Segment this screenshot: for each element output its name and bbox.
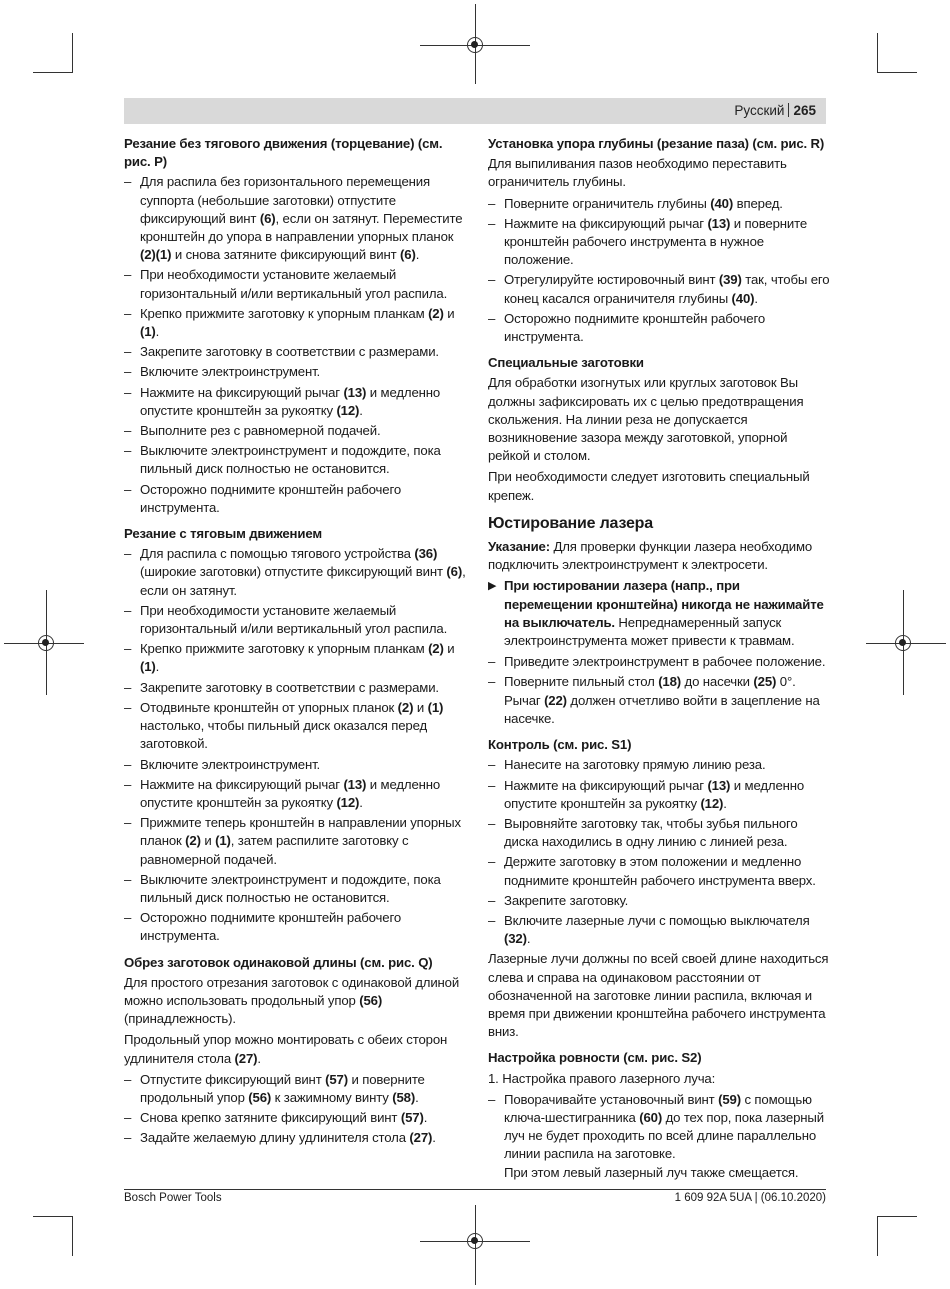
footer-brand: Bosch Power Tools: [124, 1192, 222, 1204]
left-column: [124, 135, 466, 1150]
warning-item: [488, 577, 830, 650]
list-item: – Отпустите фиксирующий винт (57) и поверните продольный упор (56) к зажимному винту (58).: [124, 1071, 466, 1107]
list: [488, 756, 830, 948]
list-item: – Осторожно поднимите кронштейн рабочего инструмента.: [124, 481, 466, 517]
warning-bold: При юстировании лазера (напр., при перемещении кронштейна) никогда не нажимайте на выключатель.: [504, 578, 824, 630]
page-number: 265: [793, 103, 816, 118]
crop-mark: [33, 72, 73, 73]
section-title: Резание без тягового движения (торцевание) (см. рис. P): [124, 136, 443, 170]
list-item: – Нажмите на фиксирующий рычаг (13) и поверните кронштейн рабочего инструмента в нужное положение.: [488, 215, 830, 270]
list-item: – Нажмите на фиксирующий рычаг (13) и медленно опустите кронштейн за рукоятку (12).: [124, 384, 466, 420]
list-item: – Выключите электроинструмент и подождите, пока пильный диск полностью не остановится.: [124, 442, 466, 478]
list-item: – Включите электроинструмент.: [124, 363, 466, 381]
registration-mark-icon: [895, 635, 911, 651]
note-paragraph: [488, 538, 830, 574]
list-item: – Включите электроинструмент.: [124, 756, 466, 774]
paragraph: Лазерные лучи должны по всей своей длине находиться слева и справа на одинаковом расстоянии от обозначенной на заготовке линии распила, включая и время при движении кронштейна рабочего инструмента вниз.: [488, 951, 829, 1040]
crop-mark: [877, 1216, 917, 1217]
paragraph: 1. Настройка правого лазерного луча:: [488, 1070, 716, 1086]
list-item: – При необходимости установите желаемый горизонтальный и/или вертикальный угол распила.: [124, 602, 466, 638]
list-item-text: Поворачивайте установочный винт (59) с помощью ключа-шестигранника (60) до тех пор, пока лазерный луч не будет проходить по всей длине параллельно линии распила на заготовке.: [504, 1091, 824, 1162]
section-title: Настройка ровности (см. рис. S2): [488, 1050, 702, 1066]
list-item: – Крепко прижмите заготовку к упорным планкам (2) и (1).: [124, 305, 466, 341]
section-title: Специальные заготовки: [488, 355, 644, 371]
header-language: Русский: [734, 103, 785, 118]
list-item: – Приведите электроинструмент в рабочее положение.: [488, 653, 830, 671]
crop-mark: [877, 1216, 878, 1256]
list-item: – Нажмите на фиксирующий рычаг (13) и медленно опустите кронштейн за рукоятку (12).: [124, 776, 466, 812]
crop-mark: [33, 1216, 73, 1217]
list: [124, 173, 466, 517]
section-title: Контроль (см. рис. S1): [488, 737, 632, 753]
note-text: Для проверки функции лазера необходимо подключить электроинструмент к электросети.: [488, 539, 813, 573]
crop-mark: [877, 72, 917, 73]
list-item: – При необходимости установите желаемый горизонтальный и/или вертикальный угол распила.: [124, 266, 466, 302]
footer-doc-id: 1 609 92A 5UA | (06.10.2020): [674, 1192, 826, 1204]
crop-mark: [72, 33, 73, 73]
paragraph: Для обработки изогнутых или круглых заготовок Вы должны зафиксировать их с целью предотвращения скольжения. На линии реза не допускается возникновение зазора между заготовкой, упорной рейкой и столом.: [488, 375, 804, 464]
registration-mark-icon: [467, 1233, 483, 1249]
paragraph: Для простого отрезания заготовок с одинаковой длиной можно использовать продольный упор (56) (принадлежность).: [124, 974, 460, 1027]
list-item: – Поверните пильный стол (18) до насечки (25) 0°. Рычаг (22) должен отчетливо войти в зацепление на насечке.: [488, 673, 830, 728]
list-item: – Поверните ограничитель глубины (40) вперед.: [488, 195, 830, 213]
list-item: – Нанесите на заготовку прямую линию реза.: [488, 756, 830, 774]
registration-mark-icon: [467, 37, 483, 53]
list-item: – Закрепите заготовку в соответствии с размерами.: [124, 343, 466, 361]
section-heading: Юстирование лазера: [488, 514, 653, 532]
list-item: – Держите заготовку в этом положении и медленно поднимите кронштейн рабочего инструмента вверх.: [488, 853, 830, 889]
crop-mark: [72, 1216, 73, 1256]
list-item: – Снова крепко затяните фиксирующий винт (57).: [124, 1109, 466, 1127]
section-title: Резание с тяговым движением: [124, 526, 322, 542]
section-title: Обрез заготовок одинаковой длины (см. рис. Q): [124, 954, 433, 970]
note-label: Указание:: [488, 539, 550, 555]
list: [488, 653, 830, 728]
list-item: – Выполните рез с равномерной подачей.: [124, 422, 466, 440]
right-column: [488, 135, 830, 1184]
page-header: [124, 98, 826, 124]
list-item: – Отодвиньте кронштейн от упорных планок (2) и (1) настолько, чтобы пильный диск оказался перед заготовкой.: [124, 699, 466, 754]
list-item: – Отрегулируйте юстировочный винт (39) так, чтобы его конец касался ограничителя глубины (40).: [488, 271, 830, 307]
list: [488, 1091, 830, 1182]
list-item: – Закрепите заготовку.: [488, 892, 830, 910]
list-item: – Осторожно поднимите кронштейн рабочего инструмента.: [124, 909, 466, 945]
header-text: [734, 103, 816, 118]
paragraph: Для выпиливания пазов необходимо переставить ограничитель глубины.: [488, 156, 787, 190]
list: [124, 545, 466, 945]
list-item: – Выключите электроинструмент и подождите, пока пильный диск полностью не остановится.: [124, 871, 466, 907]
list-item: [488, 1091, 830, 1182]
list-item: – Выровняйте заготовку так, чтобы зубья пильного диска находились в одну линию с линией реза.: [488, 815, 830, 851]
footer-divider: [124, 1189, 826, 1190]
list-item: – Для распила без горизонтального перемещения суппорта (небольшие заготовки) отпустите фиксирующий винт (6), если он затянут. Переместите кронштейн до упора в направлении упорных планок (2)(1) и снова затяните фиксирующий винт (6).: [124, 173, 466, 264]
list-item-note: При этом левый лазерный луч также смещается.: [504, 1164, 799, 1180]
list-item: – Закрепите заготовку в соответствии с размерами.: [124, 679, 466, 697]
warning-triangle-icon: ▶: [488, 580, 497, 593]
list-item: – Осторожно поднимите кронштейн рабочего инструмента.: [488, 310, 830, 346]
section-title: Установка упора глубины (резание паза) (см. рис. R): [488, 136, 825, 151]
list-item: – Крепко прижмите заготовку к упорным планкам (2) и (1).: [124, 640, 466, 676]
warning-text: Непреднамеренный запуск электроинструмента может привести к травмам.: [504, 614, 795, 649]
list: [488, 195, 830, 347]
list-item: – Прижмите теперь кронштейн в направлении упорных планок (2) и (1), затем распилите заготовку с равномерной подачей.: [124, 814, 466, 869]
list-item: – Задайте желаемую длину удлинителя стола (27).: [124, 1129, 466, 1147]
list-item: – Включите лазерные лучи с помощью выключателя (32).: [488, 912, 830, 948]
list: [124, 1071, 466, 1148]
header-divider: [788, 103, 789, 117]
list-item: – Для распила с помощью тягового устройства (36) (широкие заготовки) отпустите фиксирующий винт (6), если он затянут.: [124, 545, 466, 600]
paragraph: При необходимости следует изготовить специальный крепеж.: [488, 469, 810, 503]
paragraph: Продольный упор можно монтировать с обеих сторон удлинителя стола (27).: [124, 1032, 448, 1066]
list-item: – Нажмите на фиксирующий рычаг (13) и медленно опустите кронштейн за рукоятку (12).: [488, 777, 830, 813]
registration-mark-icon: [38, 635, 54, 651]
crop-mark: [877, 33, 878, 73]
